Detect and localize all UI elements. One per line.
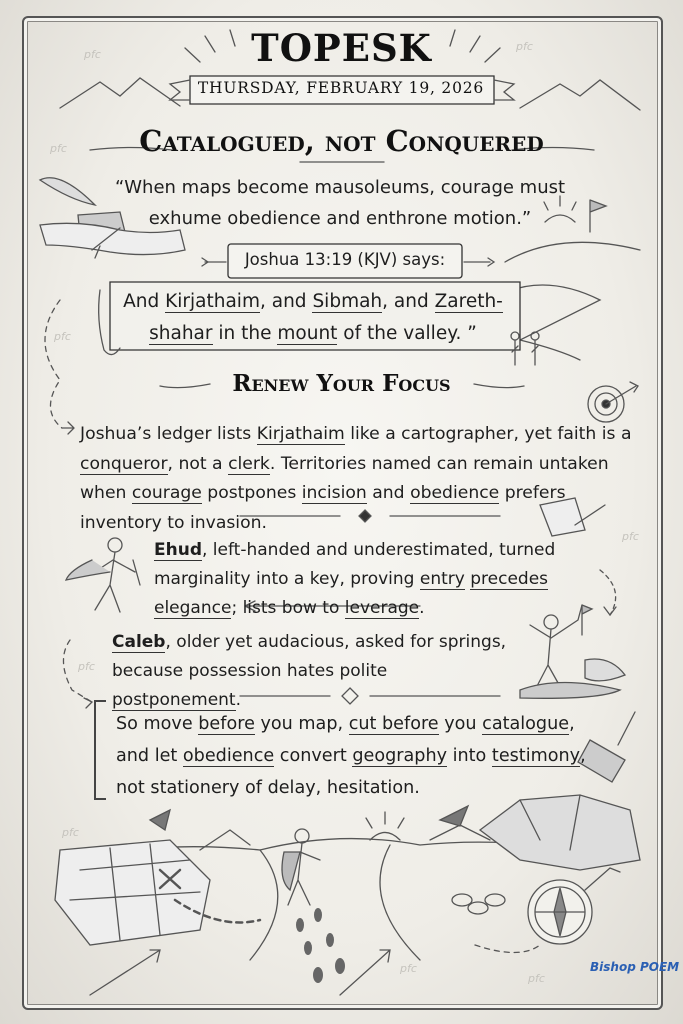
name-caleb: Caleb bbox=[112, 632, 166, 652]
text-segment: into bbox=[447, 746, 492, 766]
text-segment: , left-handed and underestimated, turned marginality into a key, proving bbox=[154, 540, 556, 589]
text-segment: you map, bbox=[254, 714, 349, 734]
underlined-word: clerk bbox=[228, 453, 270, 474]
text-segment: So move bbox=[116, 714, 199, 734]
text-segment: convert bbox=[274, 746, 353, 766]
underlined-word: Sibmah bbox=[312, 291, 383, 312]
underlined-word: obedience bbox=[182, 746, 275, 766]
text-segment: of the valley. ” bbox=[337, 323, 477, 344]
watermark: pfc bbox=[84, 48, 101, 61]
text-segment: in the bbox=[212, 323, 278, 344]
paragraph-ledger bbox=[80, 420, 636, 538]
underlined-word: Kirjathaim bbox=[256, 424, 345, 444]
text-segment: . Territories named can remain untaken when bbox=[80, 453, 609, 503]
text-segment: , and let bbox=[116, 714, 575, 766]
underlined-word: elegance bbox=[154, 598, 232, 618]
verse-reference: Joshua 13:19 (KJV) says: bbox=[244, 250, 446, 269]
underlined-word: geography bbox=[352, 746, 448, 766]
text-segment: Joshua’s ledger lists bbox=[80, 424, 257, 444]
text-segment: , older yet audacious, asked for springs, because possession hates polite bbox=[112, 632, 507, 681]
bracket-decoration bbox=[94, 700, 106, 800]
text-segment: And bbox=[123, 291, 166, 312]
watermark: pfc bbox=[516, 40, 533, 53]
paragraph-caleb bbox=[112, 628, 512, 715]
text-segment: postpones bbox=[201, 483, 302, 503]
text-segment: prefers inventory to invasion. bbox=[80, 483, 566, 533]
name-ehud: Ehud bbox=[154, 540, 202, 560]
underlined-word: Kirjathaim bbox=[165, 291, 260, 312]
text-segment: . bbox=[235, 690, 242, 710]
underlined-word: mount bbox=[277, 323, 338, 344]
text-segment: , and bbox=[382, 291, 435, 312]
verse-text bbox=[108, 286, 518, 350]
underlined-word: courage bbox=[131, 483, 202, 503]
underlined-word: entry bbox=[419, 569, 465, 589]
underlined-word: before bbox=[198, 714, 255, 734]
underlined-word: precedes bbox=[470, 569, 549, 589]
text-segment: and bbox=[366, 483, 411, 503]
text-segment: , not a bbox=[167, 453, 229, 474]
text-segment: , and bbox=[259, 291, 313, 312]
opening-quote: “When maps become mausoleums, courage must exhume obedience and enthrone motion.” bbox=[114, 177, 566, 229]
underlined-word: cut before bbox=[348, 714, 439, 734]
text-segment: . bbox=[419, 598, 425, 618]
paragraph-ehud bbox=[154, 536, 614, 623]
underlined-word: postponement bbox=[112, 690, 236, 710]
underlined-word: incision bbox=[301, 483, 367, 503]
text-segment: ; lists bow to bbox=[231, 598, 345, 618]
watermark: pfc bbox=[528, 972, 545, 985]
watermark: pfc bbox=[62, 826, 79, 839]
underlined-word: testimony bbox=[491, 746, 581, 766]
section-heading: Renew Your Focus bbox=[232, 370, 451, 397]
watermark: pfc bbox=[622, 530, 639, 543]
masthead-title: TOPESK bbox=[251, 26, 432, 70]
text-segment: you bbox=[438, 714, 483, 734]
paragraph-closing bbox=[116, 708, 586, 804]
underlined-word: Zareth-shahar bbox=[149, 291, 503, 344]
text-segment: like a cartographer, yet faith is a bbox=[344, 424, 632, 444]
underlined-word: conqueror bbox=[80, 453, 168, 474]
watermark: pfc bbox=[54, 330, 71, 343]
author-signature: Bishop POEM bbox=[590, 960, 680, 974]
underlined-word: obedience bbox=[410, 483, 500, 503]
headline: Catalogued, not Conquered bbox=[139, 124, 544, 158]
text-segment: , not stationery of delay, hesitation. bbox=[116, 746, 586, 798]
watermark: pfc bbox=[400, 962, 417, 975]
publication-date: THURSDAY, FEBRUARY 19, 2026 bbox=[197, 79, 485, 97]
watermark: pfc bbox=[78, 660, 95, 673]
watermark: pfc bbox=[50, 142, 67, 155]
underlined-word: catalogue bbox=[482, 714, 570, 734]
underlined-word: leverage bbox=[344, 598, 420, 618]
